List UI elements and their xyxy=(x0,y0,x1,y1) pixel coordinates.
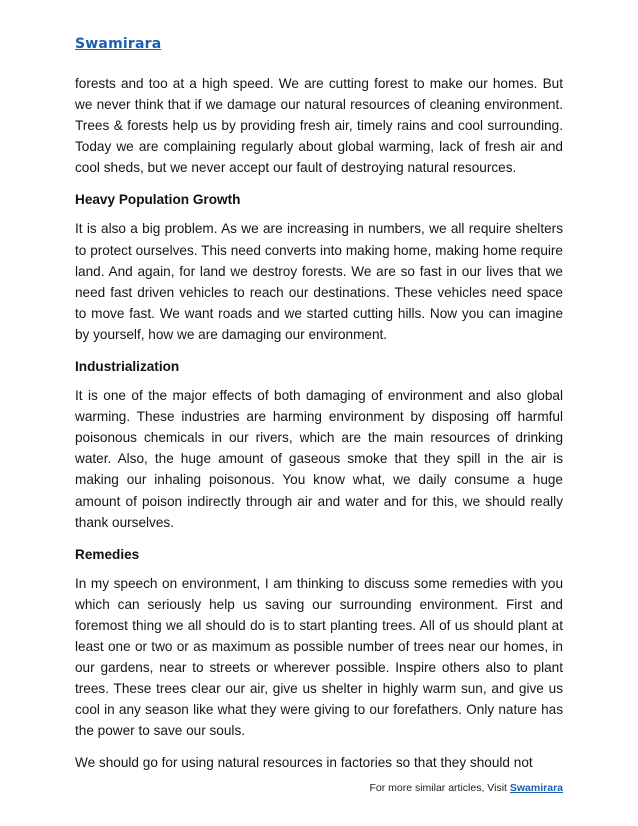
section-heading-industrialization: Industrialization xyxy=(75,359,180,375)
footer-link[interactable]: Swamirara xyxy=(509,782,563,794)
paragraph: In my speech on environment, I am thinking to discuss some remedies with you which can seriously help us saving our surrounding environment. First and foremost thing we all should do is to start planting trees. All of us should plant at least one or two or as maximum as possible number of trees near our homes, in our gardens, near to streets or wherever possible. Inspire others also to plant trees. These trees clear our air, give us shelter in highly warm sun, and give us cool in any season like what they were giving to our forefathers. Only nature has the power to save our souls. xyxy=(75,575,563,739)
footer-text: For more similar articles, Visit xyxy=(369,782,510,794)
paragraph: forests and too at a high speed. We are cutting forest to make our homes. But we never think that if we damage our natural resources of cleaning environment. Trees & forests help us by providing fresh air, timely rains and cool surrounding. Today we are complaining regularly about global warming, lack of fresh air and cool sheds, but we never accept our fault of destroying natural resources. xyxy=(75,76,563,176)
paragraph: We should go for using natural resources in factories so that they should not xyxy=(75,755,533,771)
brand-link[interactable]: Swamirara xyxy=(75,36,162,52)
paragraph: It is one of the major effects of both damaging of environment and also global warming. These industries are harming environment by disposing off harmful poisonous chemicals in our rivers, which are the main resources of drinking water. Also, the huge amount of gaseous smoke that they spill in the air is making our inhaling poisonous. You know what, we daily consume a huge amount of poison indirectly through air and water and for this, we should really thank ourselves. xyxy=(75,388,563,530)
paragraph: It is also a big problem. As we are increasing in numbers, we all require shelters to protect ourselves. This need converts into making home, making home require land. And again, for land we destroy forests. We are so fast in our lives that we need fast driven vehicles to reach our destinations. These vehicles need space to move fast. We want roads and we started cutting hills. Now you can imagine by yourself, how we are damaging our environment. xyxy=(75,221,563,342)
section-heading-population: Heavy Population Growth xyxy=(75,192,241,208)
article-body xyxy=(75,73,563,785)
page-footer xyxy=(369,782,563,794)
section-heading-remedies: Remedies xyxy=(75,546,140,562)
